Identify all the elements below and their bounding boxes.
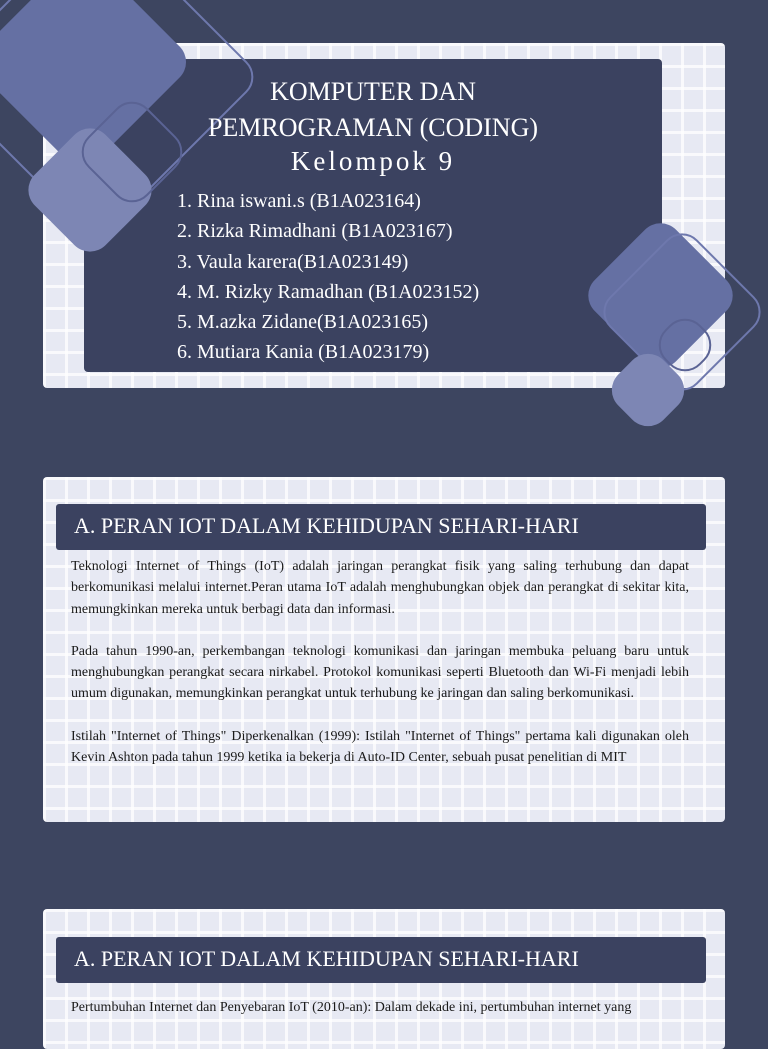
member-item: 1. Rina iswani.s (B1A023164) xyxy=(177,190,421,212)
cover-title-line1: KOMPUTER DAN xyxy=(270,77,476,106)
section-body xyxy=(71,997,689,1039)
section-heading-box xyxy=(56,504,706,550)
member-item: 4. M. Rizky Ramadhan (B1A023152) xyxy=(177,280,480,303)
paragraph: Istilah "Internet of Things" Diperkenalkan (1999): Istilah "Internet of Things" pertama kali digunakan oleh Kevin Ashton pada tahun 1999 ketika ia bekerja di Auto-ID Center, sebuah pusat penelitian di MIT xyxy=(71,728,689,766)
section-heading-box xyxy=(56,937,706,983)
paragraph: Pada tahun 1990-an, perkembangan teknologi komunikasi dan jaringan membuka peluang baru untuk menghubungkan perangkat secara nirkabel. Protokol komunikasi seperti Bluetooth dan Wi-Fi menjadi lebih umum digunakan, memungkinkan perangkat untuk terhubung ke jaringan dan saling berkomunikasi. xyxy=(71,643,689,702)
member-item: 3. Vaula karera(B1A023149) xyxy=(177,250,409,273)
paragraph: Pertumbuhan Internet dan Penyebaran IoT (2010-an): Dalam dekade ini, pertumbuhan internet yang xyxy=(71,1000,632,1015)
member-item: 6. Mutiara Kania (B1A023179) xyxy=(177,341,430,364)
section-panel xyxy=(43,477,725,822)
section-body xyxy=(71,556,689,789)
member-item: 5. M.azka Zidane(B1A023165) xyxy=(177,311,429,334)
member-item: 2. Rizka Rimadhani (B1A023167) xyxy=(177,220,453,243)
paragraph: Teknologi Internet of Things (IoT) adalah jaringan perangkat fisik yang saling terhubung dan dapat berkomunikasi melalui internet.Peran utama IoT adalah menghubungkan objek dan perangkat di sekitar kita, memungkinkan mereka untuk berbagi data dan informasi. xyxy=(71,559,689,617)
section-panel xyxy=(43,909,725,1049)
section-heading: A. PERAN IOT DALAM KEHIDUPAN SEHARI-HARI xyxy=(74,946,579,971)
section-heading: A. PERAN IOT DALAM KEHIDUPAN SEHARI-HARI xyxy=(74,513,579,538)
group-name: Kelompok 9 xyxy=(290,146,456,176)
cover-title-line2: PEMROGRAMAN (CODING) xyxy=(207,113,539,142)
member-list xyxy=(177,186,479,368)
